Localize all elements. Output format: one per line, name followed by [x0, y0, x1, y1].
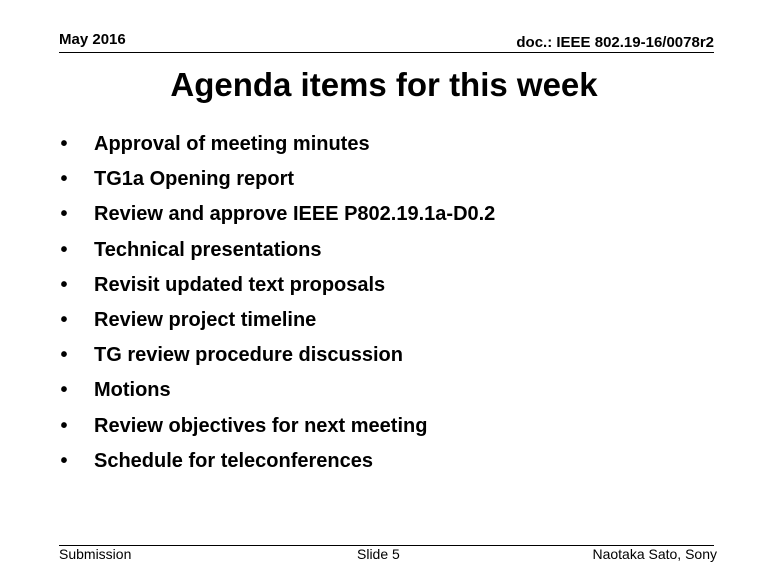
footer-author: Naotaka Sato, Sony	[592, 546, 717, 562]
bullet-icon: •	[60, 168, 68, 191]
bullet-icon: •	[60, 238, 68, 261]
footer-slide-number: Slide 5	[357, 546, 400, 562]
header-divider	[59, 52, 714, 53]
agenda-item-text: Motions	[94, 379, 171, 402]
agenda-item-text: Technical presentations	[94, 238, 322, 261]
header-date: May 2016	[59, 31, 126, 48]
footer-submission: Submission	[59, 546, 132, 562]
agenda-item-text: Revisit updated text proposals	[94, 273, 386, 296]
agenda-item-text: Schedule for teleconferences	[94, 449, 373, 472]
agenda-item-text: Approval of meeting minutes	[94, 133, 370, 155]
bullet-icon: •	[60, 308, 68, 331]
bullet-icon: •	[60, 203, 68, 226]
bullet-icon: •	[60, 414, 68, 437]
header-document-reference: doc.: IEEE 802.19-16/0078r2	[516, 34, 714, 51]
agenda-item-text: TG1a Opening report	[94, 168, 295, 191]
agenda-item-text: TG review procedure discussion	[94, 344, 403, 367]
agenda-item-text: Review objectives for next meeting	[94, 414, 428, 437]
slide-title: Agenda items for this week	[170, 66, 598, 103]
bullet-icon: •	[60, 133, 68, 155]
bullet-icon: •	[60, 449, 68, 472]
agenda-item-text: Review and approve IEEE P802.19.1a-D0.2	[94, 203, 496, 226]
bullet-icon: •	[60, 344, 68, 367]
agenda-item-text: Review project timeline	[94, 308, 317, 331]
bullet-icon: •	[60, 379, 68, 402]
bullet-icon: •	[60, 273, 68, 296]
